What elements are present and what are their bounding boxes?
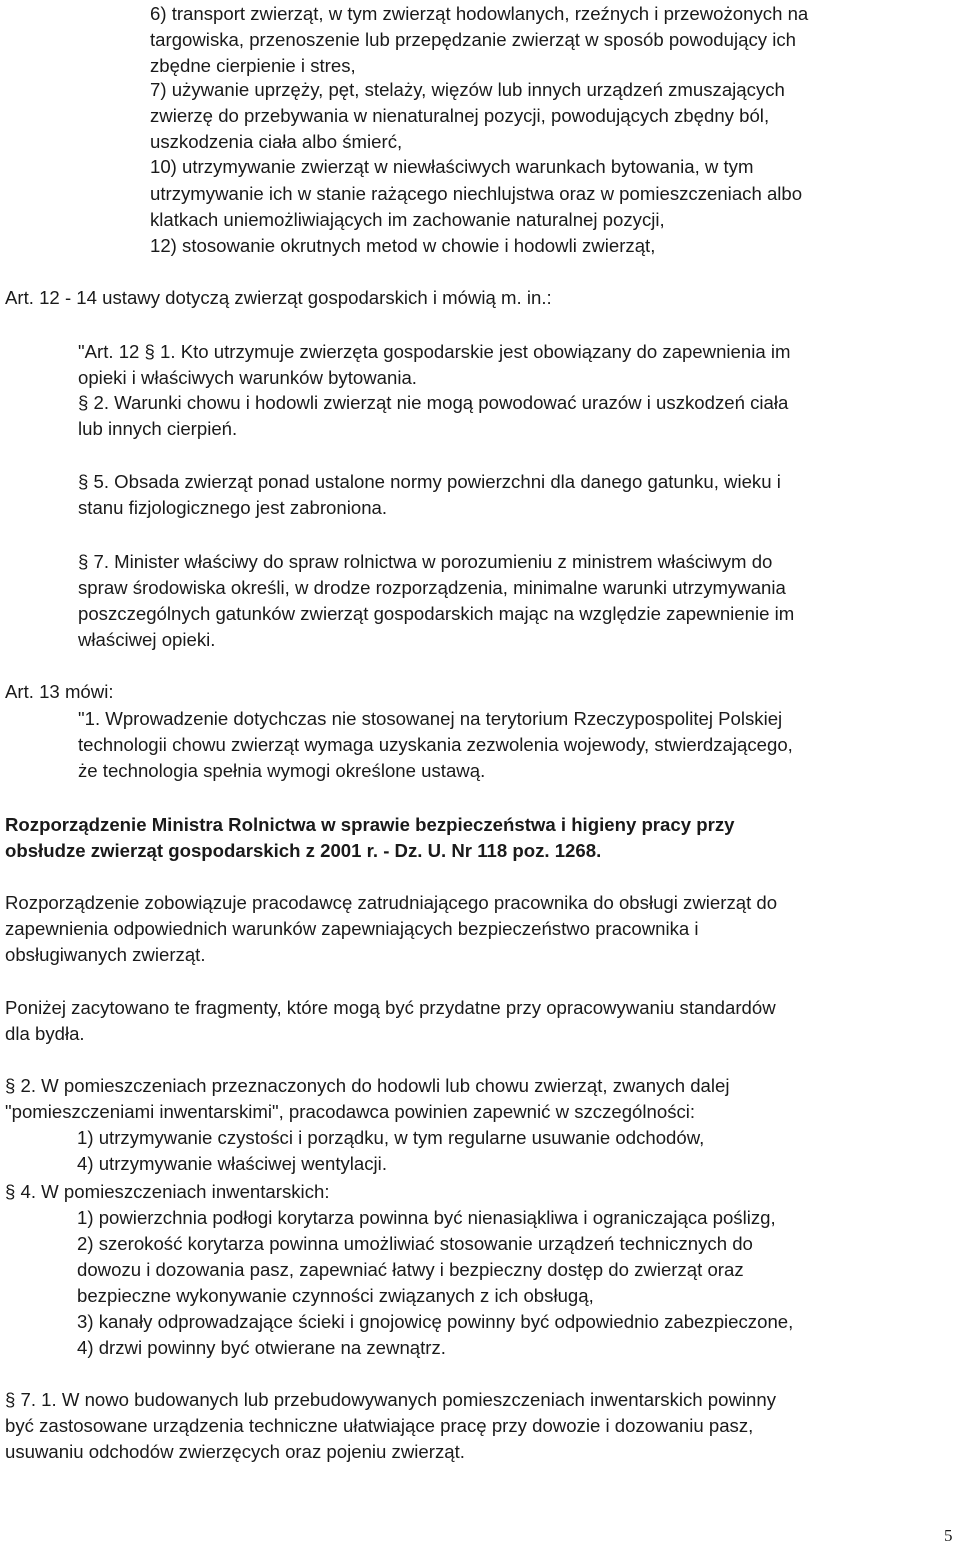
list-line: targowiska, przenoszenie lub przepędzanie zwierząt w sposób powodujący ich	[150, 29, 796, 50]
art12-line: właściwej opieki.	[78, 629, 216, 650]
art12-line: § 5. Obsada zwierząt ponad ustalone normy powierzchni dla danego gatunku, wieku i	[78, 471, 781, 492]
list-line: zwierzę do przebywania w nienaturalnej pozycji, powodujących zbędny ból,	[150, 105, 770, 126]
regulation-heading: obsłudze zwierząt gospodarskich z 2001 r. - Dz. U. Nr 118 poz. 1268.	[5, 840, 602, 861]
art12-line: opieki i właściwych warunków bytowania.	[78, 367, 417, 388]
art12-line: lub innych cierpień.	[78, 418, 238, 439]
regulation-heading: Rozporządzenie Ministra Rolnictwa w sprawie bezpieczeństwa i higieny pracy przy	[5, 814, 735, 835]
art12-14-intro: Art. 12 - 14 ustawy dotyczą zwierząt gospodarskich i mówią m. in.:	[5, 287, 552, 308]
paragraph-line: obsługiwanych zwierząt.	[5, 944, 206, 965]
page-number: 5	[944, 1526, 953, 1545]
list-line: uszkodzenia ciała albo śmierć,	[150, 131, 403, 152]
section-item: 2) szerokość korytarza powinna umożliwiać stosowanie urządzeń technicznych do	[77, 1233, 753, 1254]
section-line: "pomieszczeniami inwentarskimi", pracodawca powinien zapewnić w szczególności:	[5, 1101, 696, 1122]
list-line: 6) transport zwierząt, w tym zwierząt hodowlanych, rzeźnych i przewożonych na	[150, 3, 809, 24]
paragraph-line: zapewnienia odpowiednich warunków zapewniających bezpieczeństwo pracownika i	[5, 918, 699, 939]
art12-line: § 7. Minister właściwy do spraw rolnictwa w porozumieniu z ministrem właściwym do	[78, 551, 773, 572]
section-item: bezpieczne wykonywanie czynności związanych z ich obsługą,	[77, 1285, 594, 1306]
section-item: 1) powierzchnia podłogi korytarza powinna być nienasiąkliwa i ograniczająca poślizg,	[77, 1207, 776, 1228]
art12-line: § 2. Warunki chowu i hodowli zwierząt nie mogą powodować urazów i uszkodzeń ciała	[78, 392, 789, 413]
section-line: § 7. 1. W nowo budowanych lub przebudowywanych pomieszczeniach inwentarskich powinny	[5, 1389, 777, 1410]
paragraph-line: dla bydła.	[5, 1023, 85, 1044]
art12-line: stanu fizjologicznego jest zabroniona.	[78, 497, 388, 518]
section-line: usuwaniu odchodów zwierzęcych oraz pojeniu zwierząt.	[5, 1441, 465, 1462]
section-item: 4) utrzymywanie właściwej wentylacji.	[77, 1153, 387, 1174]
section-line: § 2. W pomieszczeniach przeznaczonych do hodowli lub chowu zwierząt, zwanych dalej	[5, 1075, 730, 1096]
list-line: klatkach uniemożliwiających im zachowanie naturalnej pozycji,	[150, 209, 665, 230]
art12-line: spraw środowiska określi, w drodze rozporządzenia, minimalne warunki utrzymywania	[78, 577, 786, 598]
list-line: zbędne cierpienie i stres,	[150, 55, 356, 76]
art12-line: poszczególnych gatunków zwierząt gospodarskich mając na względzie zapewnienie im	[78, 603, 795, 624]
list-line: 12) stosowanie okrutnych metod w chowie i hodowli zwierząt,	[150, 235, 656, 256]
section-item: 1) utrzymywanie czystości i porządku, w tym regularne usuwanie odchodów,	[77, 1127, 705, 1148]
list-line: utrzymywanie ich w stanie rażącego niechlujstwa oraz w pomieszczeniach albo	[150, 183, 803, 204]
section-item: 3) kanały odprowadzające ścieki i gnojowicę powinny być odpowiednio zabezpieczone,	[77, 1311, 794, 1332]
art13-line: technologii chowu zwierząt wymaga uzyskania zezwolenia wojewody, stwierdzającego,	[78, 734, 793, 755]
paragraph-line: Poniżej zacytowano te fragmenty, które mogą być przydatne przy opracowywaniu standardów	[5, 997, 776, 1018]
section-item: dowozu i dozowania pasz, zapewniać łatwy i bezpieczny dostęp do zwierząt oraz	[77, 1259, 744, 1280]
list-line: 10) utrzymywanie zwierząt w niewłaściwych warunkach bytowania, w tym	[150, 156, 754, 177]
art13-line: "1. Wprowadzenie dotychczas nie stosowanej na terytorium Rzeczypospolitej Polskiej	[78, 708, 783, 729]
art13-intro: Art. 13 mówi:	[5, 681, 114, 702]
section-line: być zastosowane urządzenia techniczne ułatwiające pracę przy dowozie i dozowaniu pasz,	[5, 1415, 754, 1436]
art12-line: "Art. 12 § 1. Kto utrzymuje zwierzęta gospodarskie jest obowiązany do zapewnienia im	[78, 341, 791, 362]
section-line: § 4. W pomieszczeniach inwentarskich:	[5, 1181, 330, 1202]
paragraph-line: Rozporządzenie zobowiązuje pracodawcę zatrudniającego pracownika do obsługi zwierząt do	[5, 892, 778, 913]
section-item: 4) drzwi powinny być otwierane na zewnątrz.	[77, 1337, 446, 1358]
list-line: 7) używanie uprzęży, pęt, stelaży, więzów lub innych urządzeń zmuszających	[150, 79, 785, 100]
art13-line: że technologia spełnia wymogi określone ustawą.	[78, 760, 486, 781]
